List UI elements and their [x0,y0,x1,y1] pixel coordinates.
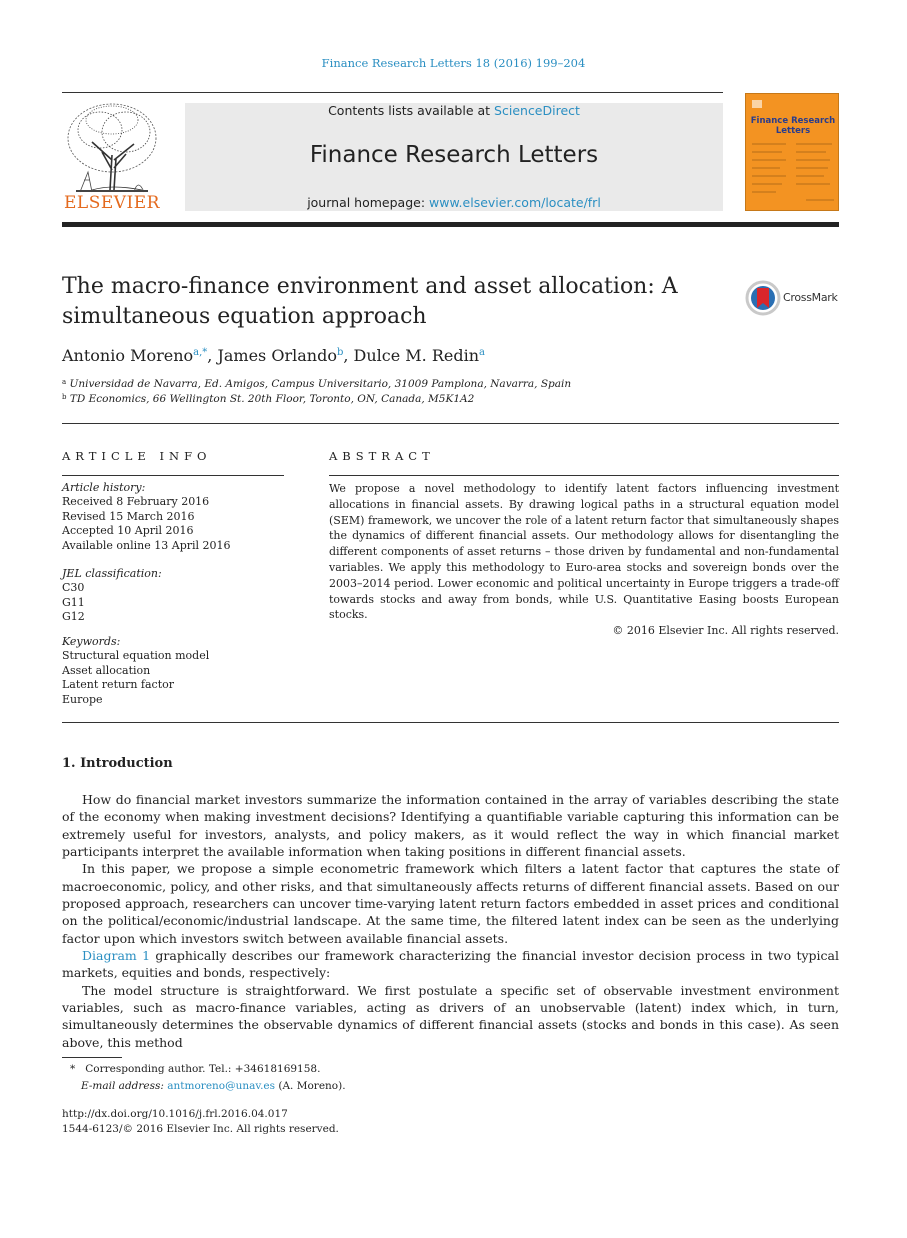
issn-copyright: 1544-6123/© 2016 Elsevier Inc. All rights reserved. [62,1123,339,1135]
author-marks[interactable]: a [479,347,485,358]
author-name[interactable]: Antonio Moreno [62,346,194,365]
history-item: Received 8 February 2016 [62,495,210,509]
crossmark-icon[interactable] [745,280,781,316]
affiliation-mark: b [62,393,67,401]
article-info-heading: ARTICLE INFO [62,449,212,463]
email-label: E-mail address: [81,1080,168,1092]
affiliation [62,393,474,405]
doi-link[interactable]: http://dx.doi.org/10.1016/j.frl.2016.04.017 [62,1108,288,1120]
diagram-link[interactable]: Diagram 1 [82,948,151,964]
abstract-text: We propose a novel methodology to identify latent factors influencing investment allocations in financial assets. By drawing logical paths in a structural equation model (SEM) framework, we uncover the role of a latent return factor that simultaneously shapes the dynamics of different financial assets. Our methodology allows for disentangling the different components of asset returns – those driven by fundamental and non-fundamental variables. We apply this methodology to Euro-area stocks and sovereign bonds over the 2003–2014 period. Lower economic and political uncertainty in Europe triggers a trade-off towards stocks and away from bonds, while U.S. Quantitative Easing boosts European stocks. [329,482,839,622]
paragraph: In this paper, we propose a simple econometric framework which filters a latent factor that captures the state of macroeconomic, policy, and other risks, and that simultaneously affects returns of different financial assets. Based on our proposed approach, researchers can uncover time-varying latent return factors embedded in asset prices and conditional on the political/economic/industrial landscape. At the same time, the filtered latent index can be seen as the underlying factor upon which investors switch between available financial assets. [62,861,839,946]
header-rule [62,92,723,93]
history-label: Article history: [62,481,146,494]
article-info-rule [62,475,284,476]
affiliation-mark: a [62,378,67,386]
journal-cover[interactable] [745,93,839,211]
author-name[interactable]: Dulce M. Redin [353,346,480,365]
author-list [62,346,485,365]
author-separator: , [207,346,218,365]
homepage-prefix: journal homepage: [307,195,430,210]
article-title: The macro-finance environment and asset allocation: A simultaneous equation approach [62,274,678,329]
author-marks[interactable]: b [336,347,344,358]
footnote-star: * [70,1063,76,1075]
contents-prefix: Contents lists available at [328,103,495,118]
keyword: Europe [62,692,103,706]
email-link[interactable]: antmoreno@unav.es [167,1080,276,1092]
footnote-rule [62,1057,122,1058]
journal-citation[interactable]: Finance Research Letters 18 (2016) 199–204 [321,56,586,70]
corresponding-footnote [70,1063,320,1075]
homepage-line [185,195,723,210]
cover-title: Finance Research Letters [750,116,836,136]
contents-line [185,103,723,118]
keyword: Structural equation model [62,649,210,663]
jel-code: G11 [62,595,85,609]
email-footnote [81,1080,346,1092]
section-heading-introduction: 1. Introduction [62,756,173,771]
journal-title: Finance Research Letters [309,142,599,168]
affiliation [62,378,571,390]
author-separator: , [343,346,354,365]
sciencedirect-link[interactable]: ScienceDirect [494,103,580,118]
jel-label: JEL classification: [62,567,162,580]
history-item: Available online 13 April 2016 [62,538,231,552]
keywords [62,635,209,707]
paragraph: How do financial market investors summarize the information contained in the array of variables describing the state of the economy when making investment decisions? Identifying a quantifiable variable capturing this information can be extremely useful for investors, analysts, and policy makers, as it would reflect the way in which financial market participants interpret the available information when taking positions in different financial assets. [62,792,839,860]
affiliation-text: TD Economics, 66 Wellington St. 20th Floor, Toronto, ON, Canada, M5K1A2 [69,393,475,405]
keyword: Asset allocation [62,663,151,677]
abstract-heading: ABSTRACT [329,449,435,463]
jel-classification [62,567,162,625]
header-heavy-rule [62,222,839,227]
homepage-link[interactable]: www.elsevier.com/locate/frl [429,195,601,210]
keyword: Latent return factor [62,678,174,692]
author-marks[interactable]: a,* [193,347,208,358]
jel-code: C30 [62,581,85,595]
crossmark-label[interactable]: CrossMark [783,291,838,304]
elsevier-wordmark[interactable]: ELSEVIER [64,193,160,213]
corresponding-text: Corresponding author. Tel.: +34618169158. [85,1063,321,1075]
article-history [62,481,231,553]
keywords-label: Keywords: [62,635,121,648]
affiliation-text: Universidad de Navarra, Ed. Amigos, Campus Universitario, 31009 Pamplona, Navarra, Spain [69,378,572,390]
paragraph-text: graphically describes our framework characterizing the financial investor decision process in two typical markets, equities and bonds, respectively: [62,948,839,981]
paragraph [62,947,839,982]
front-matter-rule [62,423,839,424]
abstract-rule [329,475,839,476]
author-name[interactable]: James Orlando [217,346,337,365]
history-item: Revised 15 March 2016 [62,509,195,523]
cover-decoration-icon [746,94,840,212]
paragraph: The model structure is straightforward. We first postulate a specific set of observable investment environment variables, such as macro-finance variables, acting as drivers of an unobservable (latent) index which, in turn, simultaneously determines the observable dynamics of different financial assets (stocks and bonds in this case). As seen above, this method [62,982,839,1050]
introduction-body [62,791,839,1051]
email-suffix: (A. Moreno). [275,1080,346,1092]
abstract-bottom-rule [62,722,839,723]
abstract-copyright: © 2016 Elsevier Inc. All rights reserved. [612,624,839,637]
jel-code: G12 [62,610,85,624]
history-item: Accepted 10 April 2016 [62,524,194,538]
